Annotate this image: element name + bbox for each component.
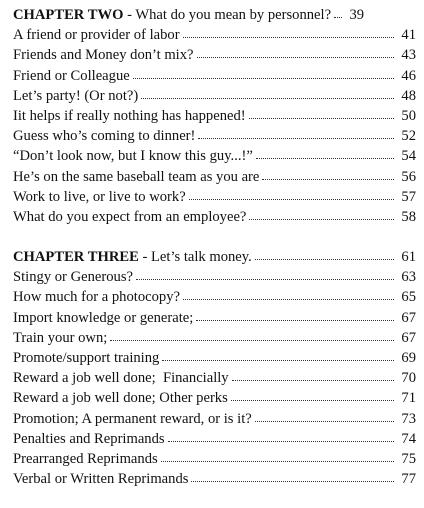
dot-leader [168, 433, 394, 443]
dot-leader [133, 70, 394, 80]
entry-title: Iit helps if really nothing has happened! [13, 107, 246, 124]
entry-title: Promote/support training [13, 350, 160, 366]
entry-title: Promotion; A permanent reward, or is it? [13, 410, 252, 427]
entry-title: A friend or provider of labor [13, 27, 180, 44]
entry-title: Guess who’s coming to dinner! [13, 128, 196, 145]
dot-leader [262, 171, 394, 181]
page-number: 70 [401, 370, 416, 387]
dot-leader [183, 291, 394, 301]
dot-leader [198, 130, 394, 140]
entry-title: Reward a job well done; Other perks [13, 390, 228, 407]
page-number: 41 [401, 27, 416, 44]
toc-entry [13, 469, 416, 489]
dot-leader [136, 271, 394, 281]
chapter-subtitle: - What do you mean by personnel? [123, 7, 332, 23]
toc-entry [13, 368, 416, 388]
entry-title: Friends and Money don’t mix? [13, 47, 194, 64]
dot-leader [191, 473, 394, 483]
section-spacer [13, 227, 416, 247]
toc-entry [13, 328, 416, 348]
toc-entry [13, 25, 416, 45]
entry-title: Prearranged Reprimands [13, 450, 158, 467]
entry-title: How much for a photocopy? [13, 289, 180, 306]
page-number: 52 [401, 128, 416, 145]
dot-leader [255, 251, 394, 261]
toc-entry [13, 388, 416, 408]
page-number: 54 [401, 148, 416, 165]
chapter-heading [13, 5, 416, 25]
page-number: 65 [401, 289, 416, 306]
page-number: 57 [401, 188, 416, 205]
chapter-label: CHAPTER THREE [13, 249, 139, 266]
entry-title: Import knowledge or generate; [13, 309, 194, 326]
dot-leader [110, 332, 394, 342]
entry-title: Train your own; [13, 329, 108, 346]
page-number: 43 [401, 47, 416, 64]
toc-entry [13, 287, 416, 307]
toc-entry [13, 126, 416, 146]
toc-entry [13, 449, 416, 469]
dot-leader [197, 49, 394, 59]
page-number: 67 [401, 329, 416, 346]
entry-title: Work to live, or live to work? [13, 188, 186, 205]
page-number: 56 [401, 168, 416, 185]
entry-title: Let’s party! (Or not?) [13, 87, 139, 104]
dot-leader [183, 29, 394, 39]
dot-leader [255, 413, 394, 423]
page-number: 73 [401, 410, 416, 427]
page-number: 50 [401, 107, 416, 124]
entry-title: He’s on the same baseball team as you are [13, 168, 260, 185]
entry-title: Verbal or Written Reprimands [13, 471, 189, 488]
toc-entry [13, 86, 416, 106]
dot-leader [141, 90, 394, 100]
dot-leader [189, 191, 394, 201]
chapter-label: CHAPTER TWO [13, 7, 124, 23]
chapter-subtitle: - Let’s talk money. [138, 249, 252, 266]
toc-entry [13, 146, 416, 166]
toc-entry [13, 106, 416, 126]
page-number: 67 [401, 309, 416, 326]
page-number: 39 [349, 7, 365, 23]
dot-leader [161, 453, 394, 463]
toc-entry [13, 348, 416, 368]
entry-title: What do you expect from an employee? [13, 208, 247, 225]
toc-entry [13, 45, 416, 65]
dot-leader [249, 211, 394, 221]
dot-leader [256, 150, 394, 160]
toc-entry [13, 409, 416, 429]
entry-title: “Don’t look now, but I know this guy...!” [13, 148, 253, 165]
toc-entry [13, 207, 416, 227]
dot-leader [232, 372, 394, 382]
dot-leader [334, 9, 342, 19]
page-number: 75 [401, 450, 416, 467]
chapter-heading [13, 247, 416, 267]
toc-entry [13, 187, 416, 207]
page-number: 74 [401, 430, 416, 447]
dot-leader [162, 352, 394, 362]
page-number: 46 [401, 67, 416, 84]
toc-entry [13, 66, 416, 86]
entry-title: Stingy or Generous? [13, 269, 133, 286]
page-number: 61 [401, 249, 416, 266]
page-number: 48 [401, 87, 416, 104]
page-number: 77 [401, 471, 416, 488]
toc-entry [13, 308, 416, 328]
dot-leader [196, 312, 394, 322]
dot-leader [249, 110, 394, 120]
entry-title: Reward a job well done; Financially [13, 370, 229, 387]
page-number: 69 [401, 350, 416, 366]
entry-title: Penalties and Reprimands [13, 430, 165, 447]
page-number: 58 [401, 208, 416, 225]
dot-leader [231, 392, 394, 402]
toc-entry [13, 167, 416, 187]
entry-title: Friend or Colleague [13, 67, 130, 84]
toc-entry [13, 429, 416, 449]
page-number: 63 [401, 269, 416, 286]
toc-entry [13, 267, 416, 287]
page-number: 71 [401, 390, 416, 407]
